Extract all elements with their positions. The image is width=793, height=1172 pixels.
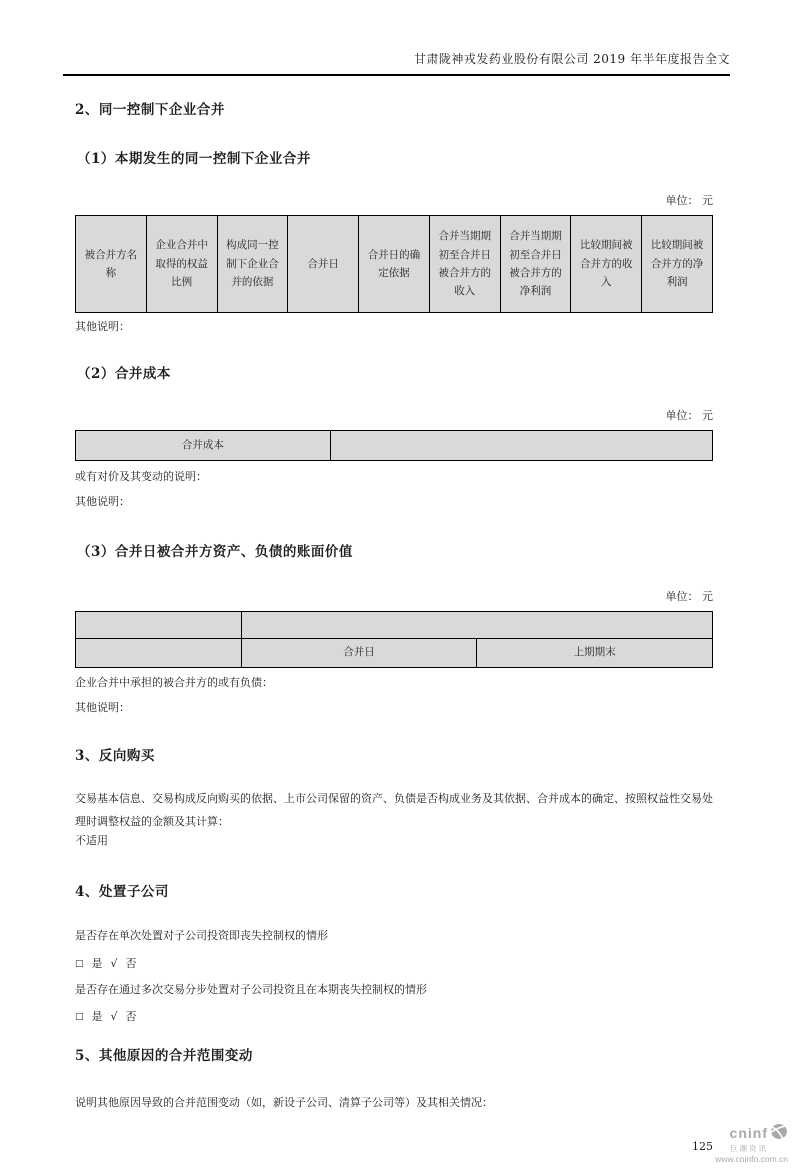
section-4-title: 4、处置子公司 [75,884,169,901]
bv-row-label-cell [76,638,242,667]
unit-label-1: 单位： 元 [665,194,713,207]
cninfo-logo-text: cninf [729,1125,768,1142]
cninfo-logo-url: www.cninfo.com.cn [715,1153,788,1164]
disposal-question-1: 是否存在单次处置对子公司投资即丧失控制权的情形 [75,929,328,943]
table1-col-netprofit-to-merger-date: 合并当期期初至合并日被合并方的净利润 [500,216,571,313]
section-5-title: 5、其他原因的合并范围变动 [75,1048,253,1065]
merger-under-common-control-table [75,215,713,313]
section-2-2-title: （2）合并成本 [77,365,171,382]
table1-col-basis-common-control: 构成同一控制下企业合并的依据 [217,216,288,313]
scope-change-description: 说明其他原因导致的合并范围变动（如，新设子公司、清算子公司等）及其相关情况： [75,1096,493,1110]
yes-label: 是 [91,956,103,970]
book-value-table [75,611,713,668]
section-2-1-title: （1）本期发生的同一控制下企业合并 [77,151,311,167]
bv-empty-header-cell [76,611,242,638]
reverse-purchase-description: 交易基本信息、交易构成反向购买的依据、上市公司保留的资产、负债是否构成业务及其依据、合并成本的确定、按照权益性交易处理时调整权益的金额及其计算： [75,791,713,828]
table-row [76,611,713,638]
table-row [76,638,713,667]
other-note-1: 其他说明： [75,320,130,333]
table1-col-equity-ratio: 企业合并中取得的权益比例 [146,216,217,313]
check-mark-icon: √ [110,1010,118,1024]
contingent-liability-note: 企业合并中承担的被合并方的或有负债： [75,675,273,689]
page-number: 125 [692,1139,713,1153]
merger-cost-label-cell: 合并成本 [76,430,331,460]
checkbox-unchecked-icon: □ [75,958,84,969]
cninfo-logo [668,1123,788,1164]
yes-label: 是 [91,1010,103,1024]
yes-no-option-row-2 [75,1008,137,1024]
table1-col-revenue-to-merger-date: 合并当期期初至合并日被合并方的收入 [429,216,500,313]
doc-header [63,50,730,76]
doc-header-title: 甘肃陇神戎发药业股份有限公司 2019 年半年度报告全文 [413,52,730,66]
reverse-purchase-answer: 不适用 [75,833,108,847]
table1-col-comparative-revenue: 比较期间被合并方的收入 [571,216,642,313]
table-header-row [76,216,713,313]
cninfo-swirl-icon [770,1123,788,1145]
report-page [0,50,793,1172]
table1-col-merger-date: 合并日 [288,216,359,313]
bv-col-prior-period-end: 上期期末 [477,638,713,667]
no-label: 否 [125,956,137,970]
bv-col-merger-date: 合并日 [241,638,477,667]
other-note-2: 其他说明： [75,495,130,508]
table1-col-merged-party-name: 被合并方名称 [76,216,147,313]
contingent-consideration-note: 或有对价及其变动的说明： [75,469,207,483]
check-mark-icon: √ [110,956,118,970]
table1-col-merger-date-basis: 合并日的确定依据 [359,216,430,313]
cninfo-logo-chinese: 巨潮资讯 [730,1143,768,1153]
section-2-3-title: （3）合并日被合并方资产、负债的账面价值 [77,543,353,560]
yes-no-option-row-1 [75,955,137,971]
section-2-title: 2、同一控制下企业合并 [75,102,225,118]
section-3-title: 3、反向购买 [75,747,155,764]
no-label: 否 [125,1010,137,1024]
merger-cost-table [75,430,713,461]
unit-label-2: 单位： 元 [665,408,713,422]
unit-label-3: 单位： 元 [665,589,713,603]
merger-cost-value-cell [330,430,712,460]
checkbox-unchecked-icon: □ [75,1012,84,1023]
bv-empty-span-cell [241,611,712,638]
disposal-question-2: 是否存在通过多次交易分步处置对子公司投资且在本期丧失控制权的情形 [75,982,427,996]
table1-col-comparative-netprofit: 比较期间被合并方的净利润 [642,216,713,313]
table-row [76,430,713,460]
other-note-3: 其他说明： [75,701,130,714]
